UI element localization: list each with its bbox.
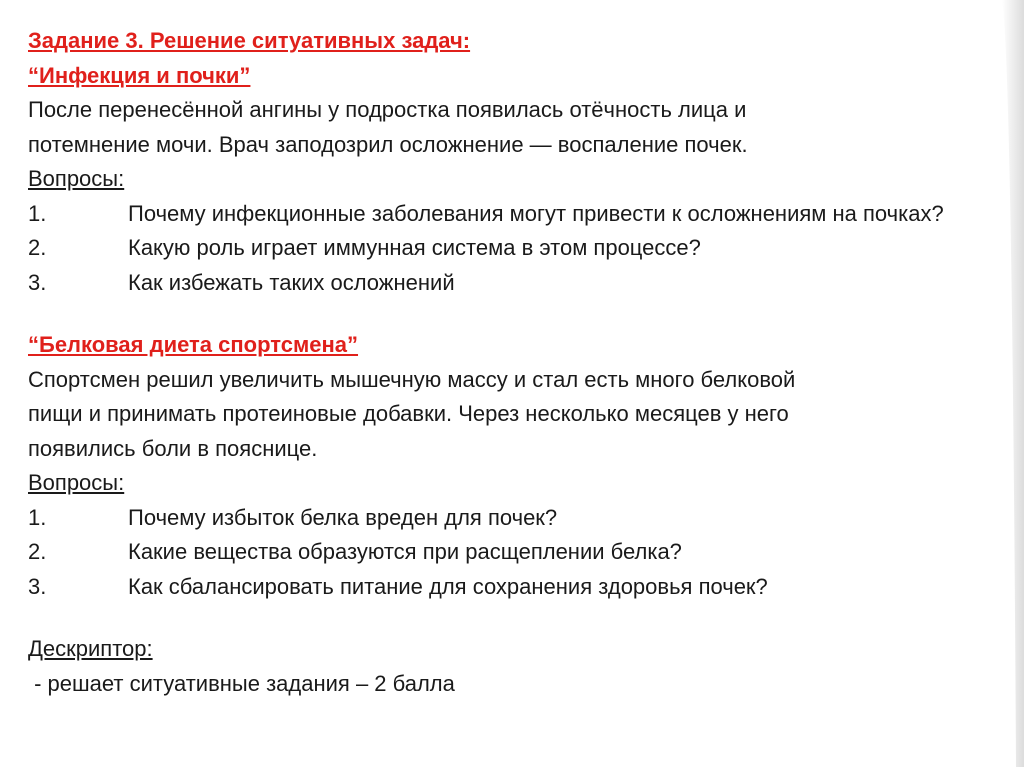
question-number: 1. bbox=[28, 504, 47, 530]
case1-title: “Инфекция и почки” bbox=[28, 62, 251, 88]
question-text: Какую роль играет иммунная система в этом процессе? bbox=[128, 235, 701, 260]
case2-question-2 bbox=[28, 535, 1003, 570]
question-text: Какие вещества образуются при расщеплении белка? bbox=[128, 539, 682, 564]
case2-question-1 bbox=[28, 501, 1003, 536]
case1-questions-label: Вопросы: bbox=[28, 166, 125, 191]
slide-content bbox=[28, 24, 1003, 701]
case1-text-line-2: потемнение мочи. Врач заподозрил осложнение — воспаление почек. bbox=[28, 131, 748, 157]
descriptor-text: - решает ситуативные задания – 2 балла bbox=[28, 670, 455, 696]
spacer bbox=[28, 604, 1003, 632]
case2-question-3 bbox=[28, 570, 1003, 605]
question-text: Как сбалансировать питание для сохранения здоровья почек? bbox=[128, 573, 768, 599]
case2-title: “Белковая диета спортсмена” bbox=[28, 332, 359, 357]
case2-questions-label: Вопросы: bbox=[28, 470, 125, 495]
question-number: 3. bbox=[28, 269, 47, 295]
question-text: Как избежать таких осложнений bbox=[128, 269, 455, 295]
question-text: Почему инфекционные заболевания могут привести к осложнениям на почках? bbox=[128, 200, 944, 226]
question-number: 3. bbox=[28, 573, 47, 599]
case1-text-line-1: После перенесённой ангины у подростка появилась отёчность лица и bbox=[28, 97, 747, 122]
task-title: Задание 3. Решение ситуативных задач: bbox=[28, 28, 471, 53]
case2-text-line-2: пищи и принимать протеиновые добавки. Через несколько месяцев у него bbox=[28, 401, 789, 426]
case1-question-2 bbox=[28, 231, 1003, 266]
case2-text-line-1: Спортсмен решил увеличить мышечную массу и стал есть много белковой bbox=[28, 366, 796, 392]
question-text: Почему избыток белка вреден для почек? bbox=[128, 504, 558, 530]
spacer bbox=[28, 300, 1003, 328]
case1-question-3 bbox=[28, 266, 1003, 301]
question-number: 2. bbox=[28, 235, 47, 260]
case2-text-line-3: появились боли в пояснице. bbox=[28, 435, 318, 461]
descriptor-label: Дескриптор: bbox=[28, 636, 153, 661]
question-number: 2. bbox=[28, 539, 47, 564]
question-number: 1. bbox=[28, 200, 47, 226]
case1-question-1 bbox=[28, 197, 1003, 232]
